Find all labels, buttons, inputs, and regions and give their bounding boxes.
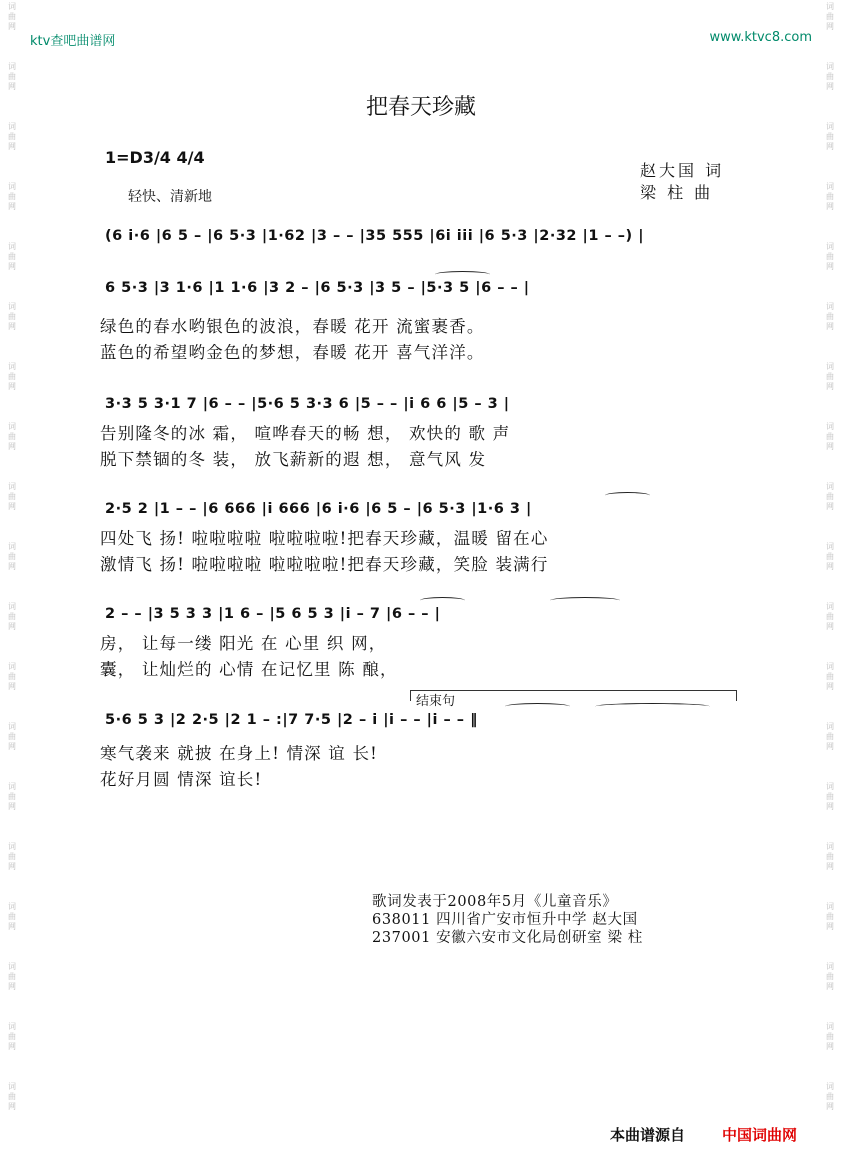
watermark-char: 曲 <box>826 192 834 201</box>
lyric-verse-1: 告别隆冬的冰 霜， 喧哗春天的畅 想， 欢快的 歌 声 <box>100 424 511 443</box>
watermark-group <box>8 1082 16 1112</box>
watermark-char: 网 <box>8 1102 16 1111</box>
lyric-verse-2: 蓝色的希望哟金色的梦想，春暖 花开 喜气洋洋。 <box>100 343 485 362</box>
watermark-char: 词 <box>8 302 16 311</box>
watermark-char: 词 <box>826 1082 834 1091</box>
watermark-char: 网 <box>8 442 16 451</box>
watermark-group <box>826 362 834 392</box>
watermark-char: 曲 <box>8 672 16 681</box>
watermark-char: 词 <box>826 542 834 551</box>
watermark-group <box>826 422 834 452</box>
watermark-group <box>8 602 16 632</box>
watermark-char: 网 <box>826 262 834 271</box>
watermark-char: 网 <box>8 682 16 691</box>
coda-bracket <box>410 690 737 701</box>
watermark-char: 网 <box>826 142 834 151</box>
watermark-group <box>826 662 834 692</box>
watermark-char: 网 <box>826 982 834 991</box>
watermark-char: 曲 <box>826 972 834 981</box>
notation-line-6: 5·6 5 3 |2 2·5 |2 1 – :|7 7·5 |2 – i |i – – |i – – ‖ <box>105 712 478 728</box>
composer-address: 237001 安徽六安市文化局创研室 梁 柱 <box>372 930 643 946</box>
watermark-char: 网 <box>8 802 16 811</box>
watermark-char: 网 <box>8 202 16 211</box>
watermark-char: 曲 <box>8 372 16 381</box>
lyric-verse-1: 寒气袭来 就披 在身上! 情深 谊 长! <box>100 744 378 763</box>
watermark-group <box>826 242 834 272</box>
lyric-verse-2: 脱下禁锢的冬 装， 放飞薪新的遐 想， 意气风 发 <box>100 450 487 469</box>
watermark-group <box>8 182 16 212</box>
watermark-group <box>8 842 16 872</box>
watermark-char: 网 <box>8 742 16 751</box>
site-header-right[interactable]: www.ktvc8.com <box>709 30 812 45</box>
watermark-char: 词 <box>826 482 834 491</box>
slur <box>595 703 710 710</box>
watermark-group <box>8 482 16 512</box>
watermark-char: 网 <box>826 862 834 871</box>
notation-line-3: 3·3 5 3·1 7 |6 – – |5·6 5 3·3 6 |5 – – |i 6 6 |5 – 3 | <box>105 396 510 412</box>
right-watermark-strip <box>820 0 840 1171</box>
notation-line-2: 6 5·3 |3 1·6 |1 1·6 |3 2 – |6 5·3 |3 5 – |5·3 5 |6 – – | <box>105 280 530 296</box>
lyric-verse-2: 囊， 让灿烂的 心情 在记忆里 陈 酿， <box>100 660 398 679</box>
watermark-char: 曲 <box>826 432 834 441</box>
watermark-char: 词 <box>8 902 16 911</box>
watermark-char: 词 <box>826 182 834 191</box>
watermark-group <box>8 542 16 572</box>
watermark-char: 网 <box>8 142 16 151</box>
watermark-char: 曲 <box>826 1032 834 1041</box>
slur <box>420 597 465 604</box>
watermark-group <box>826 122 834 152</box>
slur <box>550 597 620 604</box>
watermark-char: 词 <box>8 362 16 371</box>
watermark-char: 词 <box>8 842 16 851</box>
watermark-char: 曲 <box>8 192 16 201</box>
watermark-char: 曲 <box>826 312 834 321</box>
watermark-char: 曲 <box>8 792 16 801</box>
watermark-char: 曲 <box>826 792 834 801</box>
notation-line-4: 2·5 2 |1 – – |6 666 |i 666 |6 i·6 |6 5 – |6 5·3 |1·6 3 | <box>105 501 532 517</box>
watermark-char: 曲 <box>826 672 834 681</box>
watermark-char: 网 <box>826 382 834 391</box>
watermark-char: 曲 <box>8 732 16 741</box>
watermark-char: 曲 <box>826 1092 834 1101</box>
watermark-char: 词 <box>8 422 16 431</box>
watermark-char: 网 <box>826 1102 834 1111</box>
watermark-char: 曲 <box>826 912 834 921</box>
watermark-char: 曲 <box>8 132 16 141</box>
watermark-group <box>8 1022 16 1052</box>
watermark-char: 词 <box>8 242 16 251</box>
watermark-char: 曲 <box>826 72 834 81</box>
watermark-char: 网 <box>826 802 834 811</box>
watermark-char: 曲 <box>826 12 834 21</box>
watermark-char: 曲 <box>8 312 16 321</box>
watermark-group <box>826 1022 834 1052</box>
watermark-char: 词 <box>826 362 834 371</box>
watermark-char: 网 <box>826 562 834 571</box>
watermark-char: 网 <box>826 442 834 451</box>
watermark-group <box>8 122 16 152</box>
watermark-char: 曲 <box>8 12 16 21</box>
watermark-group <box>826 902 834 932</box>
watermark-char: 词 <box>826 422 834 431</box>
coda-label: 结束句 <box>416 694 456 709</box>
source-label: 本曲谱源自 <box>610 1126 686 1144</box>
site-header-left[interactable]: ktv查吧曲谱网 <box>30 34 116 49</box>
watermark-char: 网 <box>8 862 16 871</box>
watermark-group <box>8 422 16 452</box>
watermark-char: 词 <box>8 602 16 611</box>
watermark-char: 词 <box>8 962 16 971</box>
watermark-char: 曲 <box>8 552 16 561</box>
watermark-group <box>826 302 834 332</box>
watermark-char: 网 <box>826 22 834 31</box>
watermark-char: 网 <box>8 922 16 931</box>
watermark-group <box>826 722 834 752</box>
watermark-group <box>826 602 834 632</box>
watermark-char: 网 <box>826 1042 834 1051</box>
watermark-char: 词 <box>8 662 16 671</box>
watermark-char: 词 <box>826 302 834 311</box>
watermark-group <box>826 842 834 872</box>
watermark-char: 词 <box>826 2 834 11</box>
watermark-char: 网 <box>826 922 834 931</box>
watermark-char: 网 <box>8 322 16 331</box>
lyricist-address: 638011 四川省广安市恒升中学 赵大国 <box>372 912 638 928</box>
notation-line-1: (6 i·6 |6 5 – |6 5·3 |1·62 |3 – – |35 555 |6i iii |6 5·3 |2·32 |1 – –) | <box>105 228 645 244</box>
watermark-char: 网 <box>826 202 834 211</box>
watermark-char: 曲 <box>826 492 834 501</box>
watermark-char: 曲 <box>826 612 834 621</box>
watermark-char: 词 <box>8 62 16 71</box>
watermark-char: 词 <box>8 182 16 191</box>
watermark-char: 曲 <box>8 1092 16 1101</box>
watermark-group <box>8 722 16 752</box>
watermark-char: 网 <box>826 82 834 91</box>
watermark-group <box>826 782 834 812</box>
watermark-group <box>826 482 834 512</box>
watermark-char: 网 <box>826 742 834 751</box>
watermark-char: 词 <box>826 1022 834 1031</box>
watermark-char: 词 <box>8 722 16 731</box>
left-watermark-strip <box>2 0 22 1171</box>
lyric-verse-1: 绿色的春水哟银色的波浪，春暖 花开 流蜜裹香。 <box>100 317 485 336</box>
watermark-char: 网 <box>826 502 834 511</box>
lyricist-credit: 赵大国 词 <box>640 161 725 180</box>
watermark-char: 网 <box>8 82 16 91</box>
watermark-char: 词 <box>8 2 16 11</box>
watermark-group <box>826 62 834 92</box>
watermark-char: 网 <box>826 622 834 631</box>
watermark-char: 曲 <box>8 432 16 441</box>
watermark-char: 网 <box>8 382 16 391</box>
watermark-char: 网 <box>8 262 16 271</box>
watermark-char: 曲 <box>826 852 834 861</box>
publication-note: 歌词发表于2008年5月《儿童音乐》 <box>372 894 618 910</box>
watermark-char: 词 <box>826 662 834 671</box>
watermark-group <box>826 542 834 572</box>
watermark-char: 词 <box>826 842 834 851</box>
watermark-char: 曲 <box>826 132 834 141</box>
watermark-group <box>8 962 16 992</box>
watermark-char: 网 <box>826 682 834 691</box>
watermark-group <box>8 62 16 92</box>
lyric-verse-2: 花好月圆 情深 谊长! <box>100 770 263 789</box>
watermark-group <box>8 242 16 272</box>
slur <box>435 271 490 278</box>
watermark-char: 曲 <box>826 552 834 561</box>
watermark-char: 曲 <box>8 72 16 81</box>
watermark-char: 词 <box>8 1082 16 1091</box>
watermark-char: 曲 <box>826 732 834 741</box>
watermark-char: 网 <box>8 622 16 631</box>
watermark-char: 曲 <box>8 972 16 981</box>
watermark-char: 曲 <box>8 252 16 261</box>
key-signature: 1=D3/4 4/4 <box>105 148 205 167</box>
watermark-char: 曲 <box>8 1032 16 1041</box>
watermark-group <box>826 1082 834 1112</box>
watermark-char: 词 <box>8 542 16 551</box>
watermark-char: 词 <box>8 1022 16 1031</box>
watermark-char: 网 <box>8 562 16 571</box>
lyric-verse-1: 四处飞 扬! 啦啦啦啦 啦啦啦啦!把春天珍藏，温暖 留在心 <box>100 529 549 548</box>
watermark-group <box>8 782 16 812</box>
lyric-verse-2: 激情飞 扬! 啦啦啦啦 啦啦啦啦!把春天珍藏，笑脸 装满行 <box>100 555 549 574</box>
watermark-char: 曲 <box>826 372 834 381</box>
watermark-char: 网 <box>8 22 16 31</box>
watermark-group <box>826 2 834 32</box>
watermark-group <box>8 302 16 332</box>
watermark-char: 词 <box>826 902 834 911</box>
watermark-group <box>8 902 16 932</box>
composer-credit: 梁 柱 曲 <box>640 183 714 202</box>
lyric-verse-1: 房， 让每一缕 阳光 在 心里 织 网， <box>100 634 387 653</box>
watermark-char: 网 <box>8 502 16 511</box>
song-title: 把春天珍藏 <box>365 95 476 120</box>
notation-line-5: 2 – – |3 5 3 3 |1 6 – |5 6 5 3 |i – 7 |6 – – | <box>105 606 441 622</box>
watermark-group <box>826 182 834 212</box>
watermark-char: 网 <box>8 1042 16 1051</box>
slur <box>605 492 650 499</box>
watermark-char: 词 <box>8 782 16 791</box>
slur <box>505 703 570 710</box>
watermark-char: 词 <box>826 962 834 971</box>
watermark-char: 网 <box>8 982 16 991</box>
watermark-char: 词 <box>826 602 834 611</box>
watermark-group <box>826 962 834 992</box>
watermark-group <box>8 2 16 32</box>
watermark-char: 曲 <box>8 912 16 921</box>
watermark-char: 词 <box>826 722 834 731</box>
tempo-marking: 轻快、清新地 <box>128 189 212 205</box>
watermark-char: 曲 <box>8 612 16 621</box>
watermark-group <box>8 362 16 392</box>
watermark-char: 词 <box>826 122 834 131</box>
watermark-group <box>8 662 16 692</box>
watermark-char: 词 <box>826 782 834 791</box>
watermark-char: 曲 <box>8 852 16 861</box>
watermark-char: 词 <box>8 482 16 491</box>
source-site-link[interactable]: 中国词曲网 <box>722 1126 798 1144</box>
watermark-char: 词 <box>8 122 16 131</box>
watermark-char: 词 <box>826 62 834 71</box>
watermark-char: 曲 <box>8 492 16 501</box>
watermark-char: 曲 <box>826 252 834 261</box>
watermark-char: 词 <box>826 242 834 251</box>
watermark-char: 网 <box>826 322 834 331</box>
